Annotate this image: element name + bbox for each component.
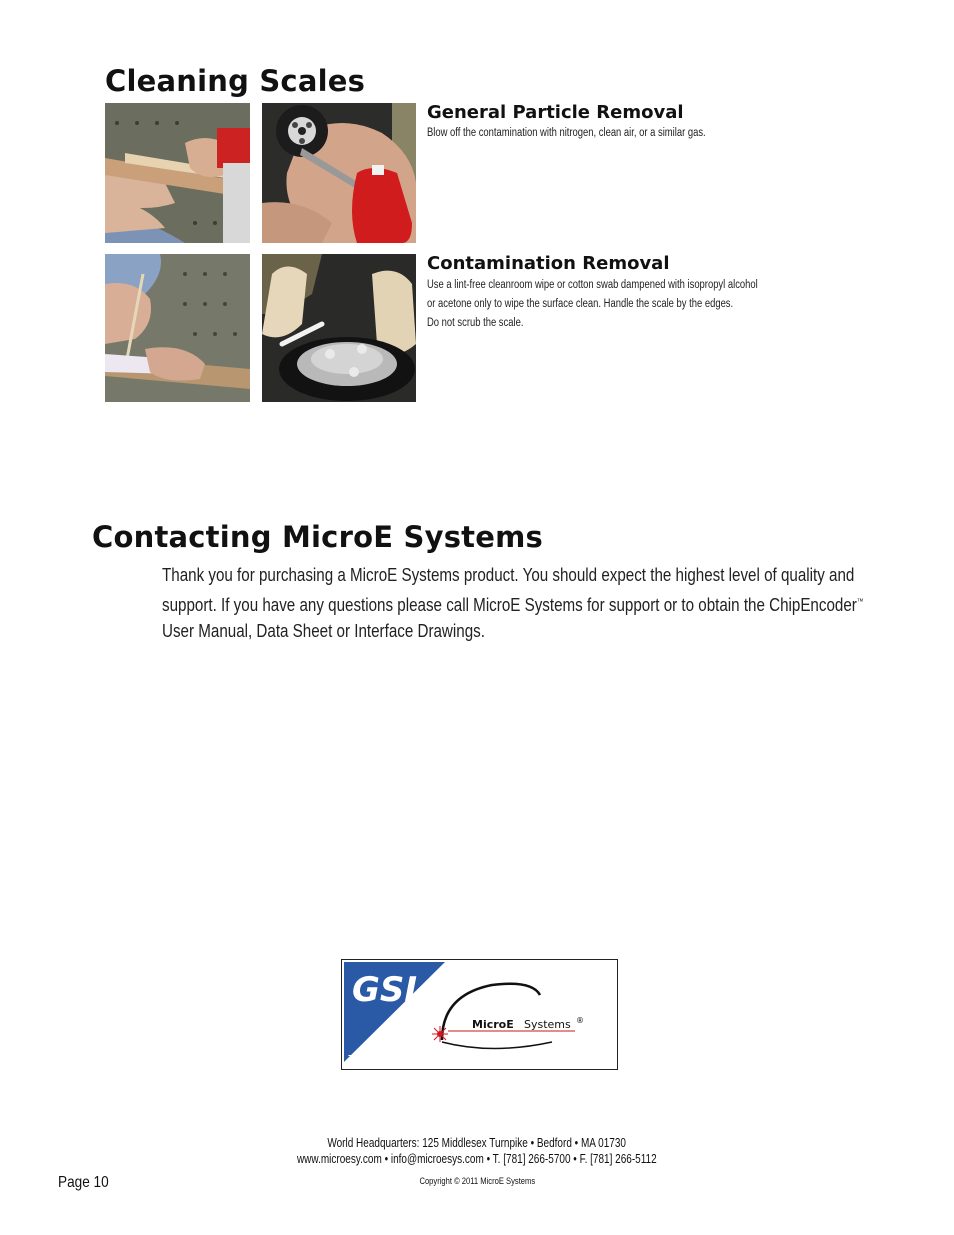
section-title-cleaning-scales: Cleaning Scales bbox=[105, 64, 366, 98]
heading-general-particle-removal: General Particle Removal bbox=[427, 102, 684, 123]
page-number: Page 10 bbox=[58, 1174, 109, 1191]
footer-contact-text: www.microesy.com • info@microesys.com • T. [781] 266-5700 • F. [781] 266-5112 bbox=[297, 1152, 657, 1166]
photo-spray-scale bbox=[105, 103, 250, 243]
contacting-paragraph bbox=[162, 562, 864, 645]
contacting-line-1: Thank you for purchasing a MicroE Systems product. You should expect the highest level of quality and bbox=[162, 564, 855, 585]
text-general-particle-removal: Blow off the contamination with nitrogen, clean air, or a similar gas. bbox=[427, 127, 706, 139]
photo-spray-disk bbox=[262, 103, 416, 243]
logo-registered-text: ® bbox=[576, 1016, 584, 1025]
text-contamination-line-2: or acetone only to wipe the surface clean. Handle the scale by the edges. bbox=[427, 298, 734, 310]
logo-gsi-text: GSI bbox=[352, 970, 418, 1010]
photo-swab-scale bbox=[105, 254, 250, 402]
logo-microe-text: MicroE bbox=[472, 1018, 514, 1031]
heading-contamination-removal: Contamination Removal bbox=[427, 253, 670, 274]
trademark-symbol: ™ bbox=[856, 596, 864, 606]
laser-burst-icon bbox=[432, 1026, 448, 1042]
text-contamination-line-1: Use a lint-free cleanroom wipe or cotton swab dampened with isopropyl alcohol bbox=[427, 279, 758, 291]
section-title-contacting: Contacting MicroE Systems bbox=[92, 520, 543, 554]
logo-systems-text: Systems bbox=[524, 1018, 571, 1031]
gsi-microe-logo bbox=[341, 959, 618, 1070]
text-contamination-line-3: Do not scrub the scale. bbox=[427, 317, 524, 329]
footer-copyright bbox=[0, 1176, 954, 1187]
logo-tm-text: TM bbox=[348, 1054, 360, 1062]
footer-hq-text: World Headquarters: 125 Middlesex Turnpike • Bedford • MA 01730 bbox=[327, 1136, 627, 1150]
contacting-line-3: User Manual, Data Sheet or Interface Drawings. bbox=[162, 620, 485, 642]
photo-gloved-swab-disk bbox=[262, 254, 416, 402]
contacting-line-2 bbox=[162, 589, 864, 619]
contacting-line-2-text: support. If you have any questions please call MicroE Systems for support or to obtain the ChipEncoder bbox=[162, 593, 857, 615]
footer-headquarters bbox=[0, 1136, 954, 1150]
footer-contact bbox=[0, 1152, 954, 1166]
footer-copyright-text: Copyright © 2011 MicroE Systems bbox=[419, 1176, 535, 1187]
